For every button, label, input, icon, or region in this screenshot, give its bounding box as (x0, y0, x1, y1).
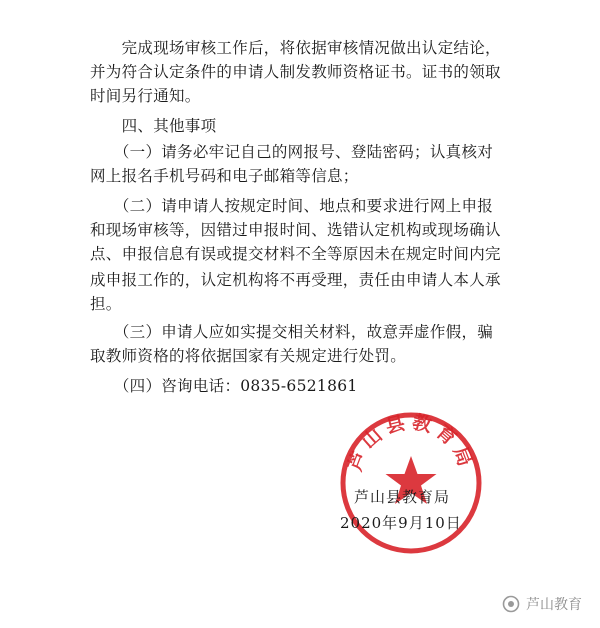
signature-org: 芦山县教育局 (354, 488, 451, 506)
seal-text: 芦山县教育局 (344, 411, 478, 475)
body-line-11: 担。 (90, 295, 122, 313)
body-line-10: 成申报工作的，认定机构将不再受理，责任由申请人本人承 (90, 271, 501, 289)
body-line-7: （二）请申请人按规定时间、地点和要求进行网上申报 (90, 197, 494, 215)
body-line-2: 并为符合认定条件的申请人制发教师资格证书。证书的领取 (90, 63, 501, 81)
body-line-5: （一）请务必牢记自己的网报号、登陆密码；认真核对 (90, 143, 494, 161)
body-line-1: 完成现场审核工作后，将依据审核情况做出认定结论， (90, 39, 501, 57)
contact-phone-line: （四）咨询电话：0835-6521861 (90, 377, 358, 395)
body-line-12: （三）申请人应如实提交相关材料，故意弄虚作假，骗 (90, 323, 494, 341)
official-seal (336, 408, 486, 558)
body-line-3: 时间另行通知。 (90, 87, 201, 105)
watermark (502, 594, 582, 614)
section-heading: 四、其他事项 (90, 117, 217, 135)
wechat-official-account-icon (502, 595, 520, 613)
signature-date: 2020年9月10日 (340, 514, 462, 532)
body-line-13: 取教师资格的将依据国家有关规定进行处罚。 (90, 347, 407, 365)
body-line-9: 点、申报信息有误或提交材料不全等原因未在规定时间内完 (90, 245, 501, 263)
body-line-8: 和现场审核等，因错过申报时间、选错认定机构或现场确认 (90, 221, 501, 239)
watermark-label: 芦山教育 (526, 597, 582, 613)
body-line-6: 网上报名手机号码和电子邮箱等信息； (90, 167, 359, 185)
